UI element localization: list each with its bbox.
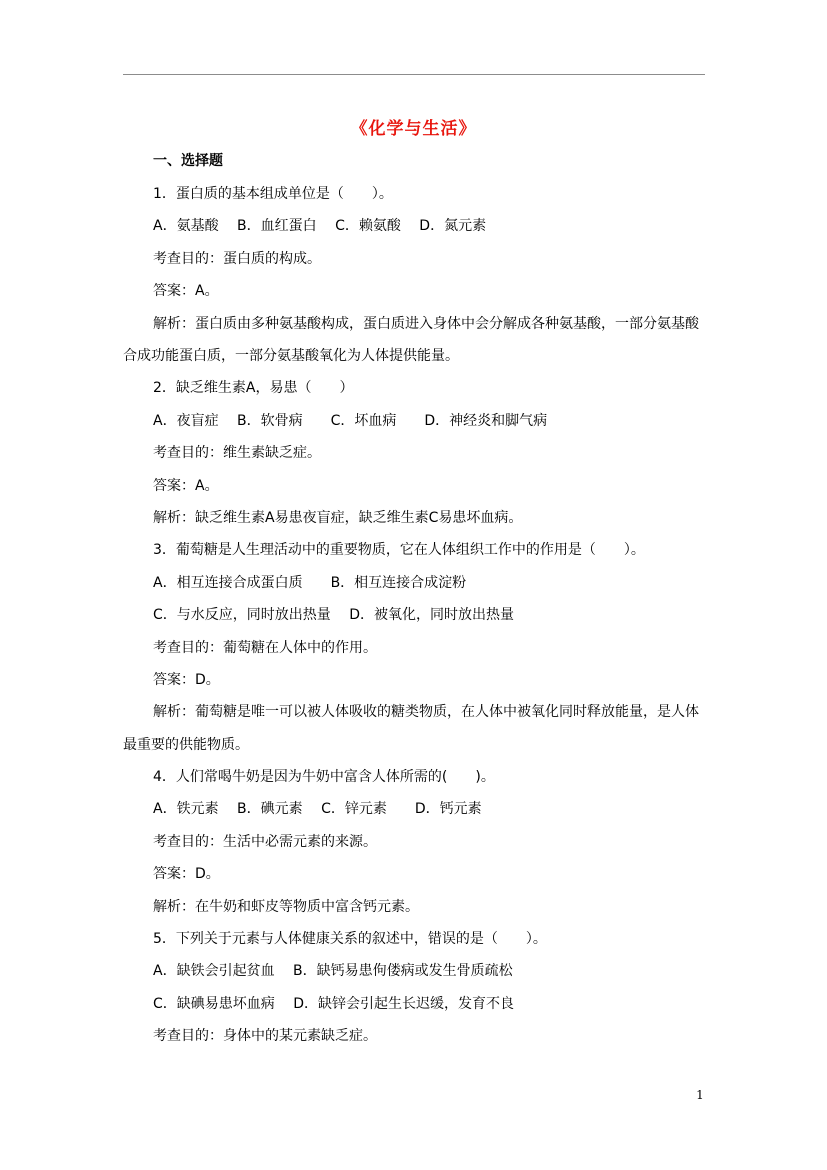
question-answer: 答案：A。 xyxy=(153,477,219,494)
question-analysis: 解析：葡萄糖是唯一可以被人体吸收的糖类物质，在人体中被氧化同时释放能量，是人体最重要的供能物质。 xyxy=(123,704,699,753)
question-stem: 4．人们常喝牛奶是因为牛奶中富含人体所需的( )。 xyxy=(153,769,495,786)
section-title: 一、选择题 xyxy=(153,153,223,169)
question-stem: 3．葡萄糖是人生理活动中的重要物质，它在人体组织工作中的作用是（ ）。 xyxy=(153,542,645,559)
question-answer: 答案：A。 xyxy=(153,283,219,300)
question-1 xyxy=(123,178,705,372)
question-4 xyxy=(123,761,705,923)
question-options: A．夜盲症 B．软骨病 C．坏血病 D．神经炎和脚气病 xyxy=(153,412,548,429)
question-analysis: 解析：蛋白质由多种氨基酸构成，蛋白质进入身体中会分解成各种氨基酸，一部分氨基酸合成功能蛋白质，一部分氨基酸氧化为人体提供能量。 xyxy=(123,315,699,364)
question-analysis: 解析：缺乏维生素A易患夜盲症，缺乏维生素C易患坏血病。 xyxy=(153,509,523,526)
question-2 xyxy=(123,372,705,534)
question-answer: 答案：D。 xyxy=(153,671,220,688)
question-purpose: 考查目的：葡萄糖在人体中的作用。 xyxy=(153,639,377,656)
page-number: 1 xyxy=(696,1088,704,1102)
question-options: C．缺碘易患坏血病 D．缺锌会引起生长迟缓，发育不良 xyxy=(153,995,515,1012)
header-rule xyxy=(123,74,705,75)
question-options: A．铁元素 B．碘元素 C．锌元素 D．钙元素 xyxy=(153,801,482,818)
question-purpose: 考查目的：身体中的某元素缺乏症。 xyxy=(153,1028,377,1045)
question-stem: 5．下列关于元素与人体健康关系的叙述中，错误的是（ ）。 xyxy=(153,931,547,948)
question-answer: 答案：D。 xyxy=(153,866,220,883)
question-analysis: 解析：在牛奶和虾皮等物质中富含钙元素。 xyxy=(153,898,419,915)
question-options: A．氨基酸 B．血红蛋白 C．赖氨酸 D．氮元素 xyxy=(153,218,487,235)
question-options: A．相互连接合成蛋白质 B．相互连接合成淀粉 xyxy=(153,574,467,591)
question-purpose: 考查目的：生活中必需元素的来源。 xyxy=(153,833,377,850)
question-options: A．缺铁会引起贫血 B．缺钙易患佝偻病或发生骨质疏松 xyxy=(153,963,513,980)
questions-body xyxy=(123,178,705,1053)
question-5 xyxy=(123,923,705,1053)
question-purpose: 考查目的：蛋白质的构成。 xyxy=(153,250,321,267)
question-3 xyxy=(123,534,705,761)
question-purpose: 考查目的：维生素缺乏症。 xyxy=(153,445,321,462)
question-options: C．与水反应，同时放出热量 D．被氧化，同时放出热量 xyxy=(153,607,515,624)
document-title: 《化学与生活》 xyxy=(350,119,477,139)
question-stem: 2．缺乏维生素A，易患（ ） xyxy=(153,380,354,397)
question-stem: 1．蛋白质的基本组成单位是（ ）。 xyxy=(153,186,393,202)
